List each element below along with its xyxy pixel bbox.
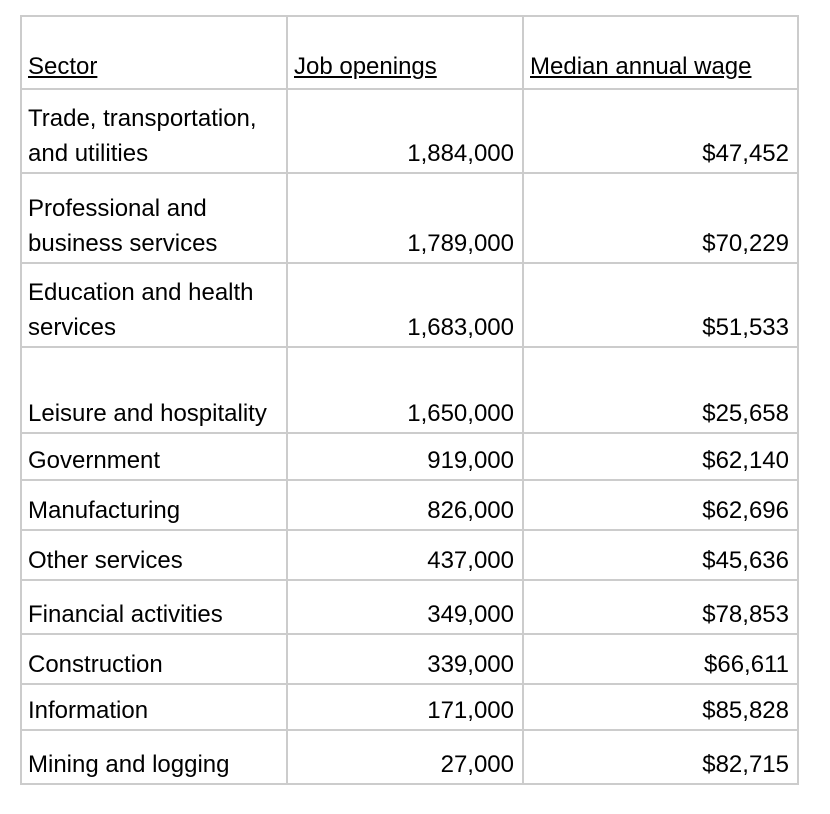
sector-cell[interactable]: Professional and business services — [21, 173, 287, 263]
job-openings-cell[interactable]: 919,000 — [287, 433, 523, 480]
job-openings-cell[interactable]: 349,000 — [287, 580, 523, 634]
sector-cell[interactable]: Government — [21, 433, 287, 480]
sector-cell[interactable]: Mining and logging — [21, 730, 287, 784]
median-wage-cell[interactable]: $82,715 — [523, 730, 798, 784]
header-row — [21, 16, 798, 89]
table-row — [21, 173, 798, 263]
header-cell-job-openings[interactable]: Job openings — [287, 16, 523, 89]
table-row — [21, 730, 798, 784]
header-cell-sector[interactable]: Sector — [21, 16, 287, 89]
job-openings-cell[interactable]: 1,789,000 — [287, 173, 523, 263]
sector-cell[interactable]: Construction — [21, 634, 287, 684]
sector-cell[interactable]: Leisure and hospitality — [21, 347, 287, 433]
median-wage-cell[interactable]: $78,853 — [523, 580, 798, 634]
job-openings-cell[interactable]: 27,000 — [287, 730, 523, 784]
table-row — [21, 347, 798, 433]
table-row — [21, 530, 798, 580]
sector-cell[interactable]: Information — [21, 684, 287, 730]
sector-cell[interactable]: Trade, transportation, and utilities — [21, 89, 287, 173]
job-openings-cell[interactable]: 437,000 — [287, 530, 523, 580]
median-wage-cell[interactable]: $62,140 — [523, 433, 798, 480]
job-openings-cell[interactable]: 339,000 — [287, 634, 523, 684]
job-openings-cell[interactable]: 826,000 — [287, 480, 523, 530]
median-wage-cell[interactable]: $47,452 — [523, 89, 798, 173]
table-row — [21, 263, 798, 347]
sector-cell[interactable]: Manufacturing — [21, 480, 287, 530]
median-wage-cell[interactable]: $66,611 — [523, 634, 798, 684]
table-row — [21, 433, 798, 480]
table-row — [21, 480, 798, 530]
sector-cell[interactable]: Financial activities — [21, 580, 287, 634]
table-row — [21, 89, 798, 173]
table-row — [21, 684, 798, 730]
job-openings-cell[interactable]: 1,650,000 — [287, 347, 523, 433]
median-wage-cell[interactable]: $45,636 — [523, 530, 798, 580]
table-row — [21, 580, 798, 634]
sector-cell[interactable]: Other services — [21, 530, 287, 580]
sector-cell[interactable]: Education and health services — [21, 263, 287, 347]
job-openings-cell[interactable]: 1,884,000 — [287, 89, 523, 173]
median-wage-cell[interactable]: $85,828 — [523, 684, 798, 730]
job-openings-cell[interactable]: 1,683,000 — [287, 263, 523, 347]
header-cell-median-annual-wage[interactable]: Median annual wage — [523, 16, 798, 89]
median-wage-cell[interactable]: $62,696 — [523, 480, 798, 530]
median-wage-cell[interactable]: $25,658 — [523, 347, 798, 433]
sector-jobs-table — [20, 15, 799, 785]
job-openings-cell[interactable]: 171,000 — [287, 684, 523, 730]
median-wage-cell[interactable]: $70,229 — [523, 173, 798, 263]
median-wage-cell[interactable]: $51,533 — [523, 263, 798, 347]
table-row — [21, 634, 798, 684]
